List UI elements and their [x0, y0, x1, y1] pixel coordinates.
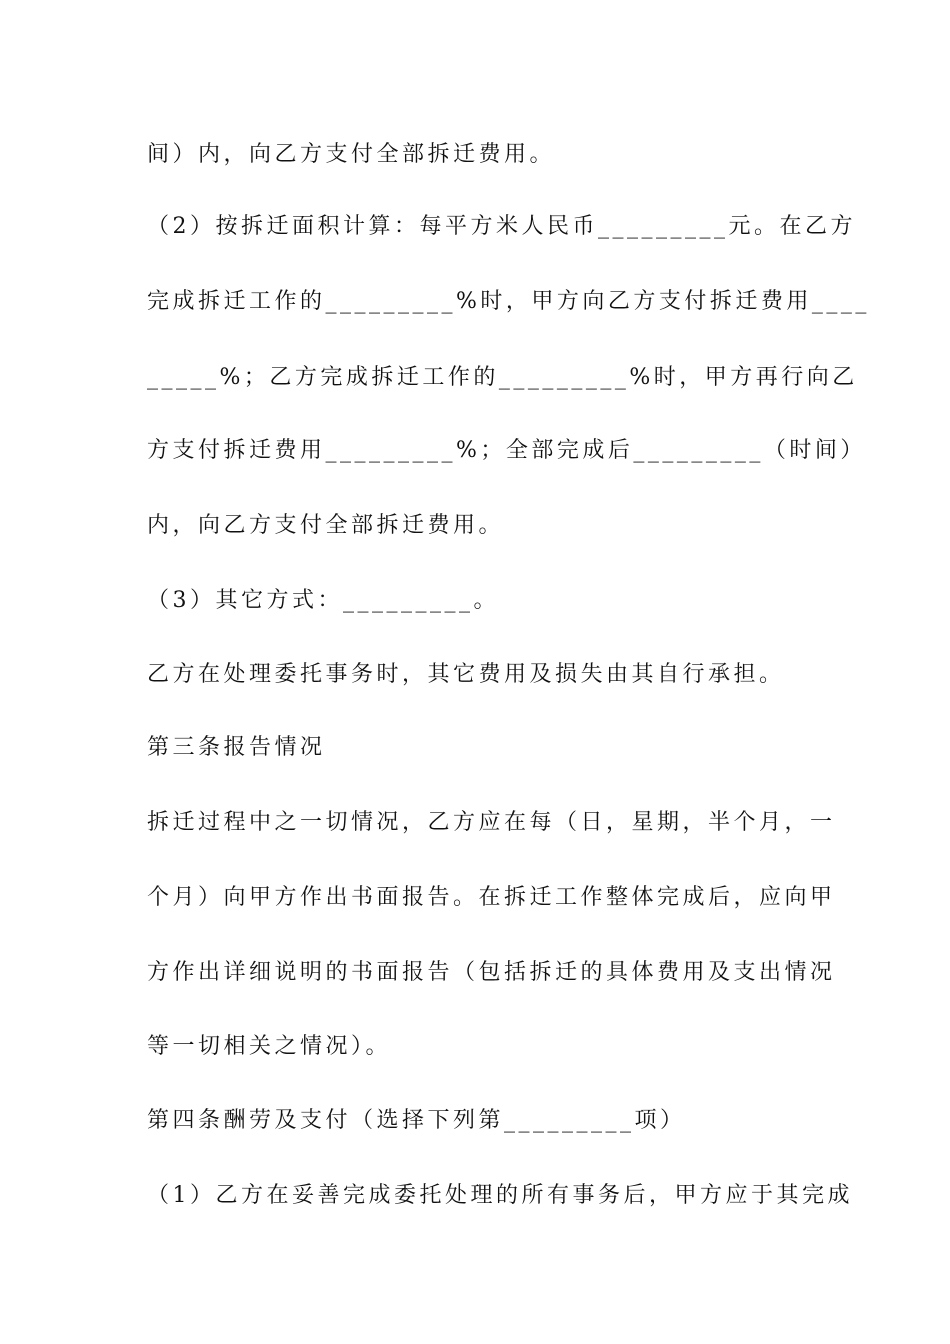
text-line: （2）按拆迁面积计算：每平方米人民币_________元。在乙方 — [147, 214, 856, 239]
section-heading: 第四条酬劳及支付（选择下列第_________项） — [147, 1108, 686, 1133]
text-line: 乙方在处理委托事务时，其它费用及损失由其自行承担。 — [147, 662, 785, 687]
text-line: 内，向乙方支付全部拆迁费用。 — [147, 513, 505, 538]
text-line: 拆迁过程中之一切情况，乙方应在每（日，星期，半个月，一 — [147, 810, 836, 835]
text-line: （1）乙方在妥善完成委托处理的所有事务后，甲方应于其完成 — [147, 1183, 853, 1208]
text-line: 方作出详细说明的书面报告（包括拆迁的具体费用及支出情况 — [147, 960, 836, 985]
text-line: 等一切相关之情况）。 — [147, 1034, 392, 1059]
text-line: 完成拆迁工作的_________%时，甲方向乙方支付拆迁费用____ — [147, 289, 870, 314]
text-line: 方支付拆迁费用_________%；全部完成后_________（时间） — [147, 438, 866, 463]
text-line: _____%；乙方完成拆迁工作的_________%时，甲方再行向乙 — [147, 365, 858, 390]
section-heading: 第三条报告情况 — [147, 735, 326, 760]
text-line: 个月）向甲方作出书面报告。在拆迁工作整体完成后，应向甲 — [147, 885, 836, 910]
text-line: （3）其它方式：_________。 — [147, 588, 499, 613]
text-line: 间）内，向乙方支付全部拆迁费用。 — [147, 142, 556, 167]
